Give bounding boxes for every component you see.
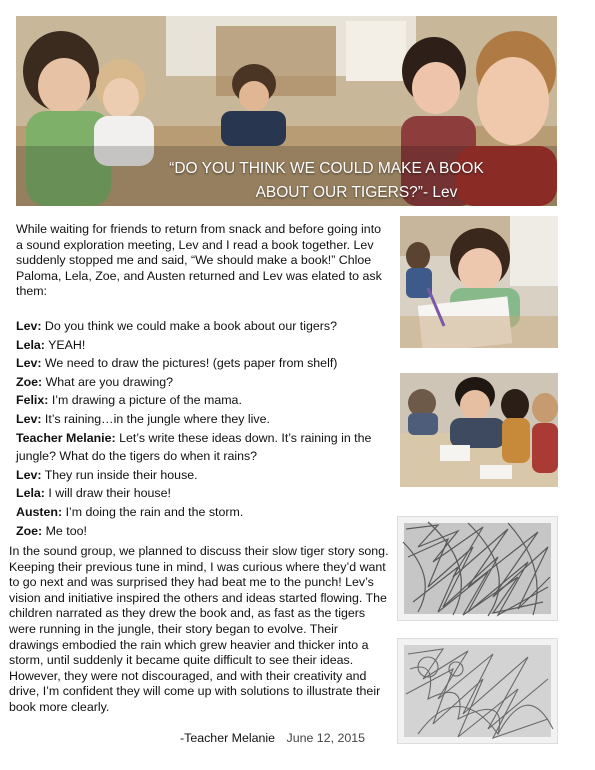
dialogue-text: They run inside their house. [41,467,198,482]
drawing-rain-storm-1 [397,516,558,621]
speaker-name: Lev: [16,356,42,371]
signature [180,731,365,745]
dialogue-text: I will draw their house! [44,486,171,501]
dialogue-line [16,484,396,503]
dialogue-list [16,317,396,540]
scribble-drawing-illustration [398,517,557,620]
dialogue-text: We need to draw the pictures! (gets paper from shelf) [41,356,338,371]
speaker-name: Lev: [16,467,42,482]
signature-date: June 12, 2015 [286,731,366,745]
speaker-name: Felix: [16,393,49,408]
dialogue-line [16,317,396,336]
intro-paragraph: While waiting for friends to return from snack and before going into a sound exploration meeting, Lev and I read a book together. Lev suddenly stopped me and said, “We should make a book!” Chloe Paloma, Lela, Zoe, and Austen returned and Lev was elated to ask them: [16,222,382,299]
header-quote-line2: ABOUT OUR TIGERS?”- Lev [255,184,458,201]
dialogue-text: Let’s write these ideas down. It’s raining in the jungle? What do the tigers do when it rains? [16,430,372,464]
photo-child-drawing [400,216,558,348]
speaker-name: Lev: [16,319,42,333]
dialogue-text: Do you think we could make a book about our tigers? [41,319,337,333]
dialogue-text: What are you drawing? [42,374,174,389]
drawing-rain-storm-2 [397,638,558,744]
speaker-name: Zoe: [16,523,43,538]
dialogue-text: It’s raining…in the jungle where they live. [41,411,270,426]
dialogue-line [16,410,396,429]
story-paragraph: In the sound group, we planned to discuss their slow tiger story song. Keeping their previous tune in mind, I was curious where they’d want to go next and was surprised they had beat me to the punch! Lev’s vision and initiative inspired the others and ideas started flowing. The children narrated as they drew the book and, as fast as the tigers were running in the jungle, their story began to evolve. Their drawings embodied the rain which grew heavier and thicker into a storm, until suddenly it became quite difficult to see their ideas. However, they were not discouraged, and with their creativity and drive, I’m confident they will come up with solutions to illustrate their book more clearly. [9,544,389,714]
dialogue-text: I’m drawing a picture of the mama. [48,393,242,408]
speaker-name: Teacher Melanie: [16,430,116,445]
header-quote-line1: “DO YOU THINK WE COULD MAKE A BOOK [169,160,484,177]
dialogue-text: Me too! [42,523,87,538]
header-photo [16,16,557,206]
speaker-name: Lev: [16,411,42,426]
dialogue-line [16,391,396,410]
scribble-drawing-illustration [398,639,557,743]
dialogue-text: YEAH! [44,337,86,352]
dialogue-text: I’m doing the rain and the storm. [62,504,244,519]
speaker-name: Lela: [16,337,45,352]
dialogue-line [16,466,396,485]
dialogue-line [16,503,396,522]
speaker-name: Lela: [16,486,45,501]
speaker-name: Zoe: [16,374,43,389]
signature-name: -Teacher Melanie [180,731,276,745]
group-drawing-illustration [400,373,558,487]
speaker-name: Austen: [16,504,63,519]
child-drawing-illustration [400,216,558,348]
dialogue-line [16,336,396,355]
dialogue-line [16,522,396,541]
photo-group-drawing [400,373,558,487]
dialogue-line [16,429,396,466]
dialogue-line [16,373,396,392]
dialogue-line [16,354,396,373]
